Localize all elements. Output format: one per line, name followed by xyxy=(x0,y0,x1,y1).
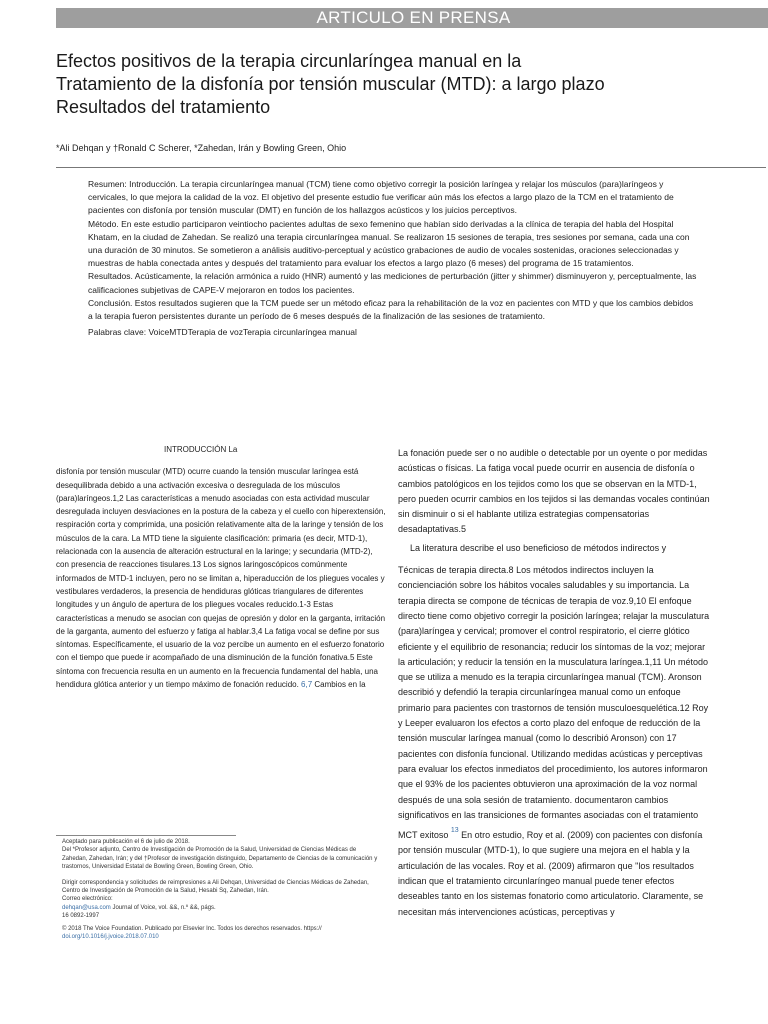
intro-text: disfonía por tensión muscular (MTD) ocurre cuando la tensión muscular laríngea está desequilibrada debido a una activación excesiva o desregulada de los músculos (para)laríngeos.1,2 Las características a menudo asociadas con esta actividad muscular desregulada incluyen desviaciones en la postura de la cabeza y el cuello con hiperextensión, respiración corta y comprimida, una posición relativamente alta de la laringe y tensión de los músculos de la cara. La MTD tiene la siguiente clasificación: primaria (es decir, MTD-1), relacionada con la ausencia de alteración estructural en la laringe; y secundaria (MTD-2), con presencia de reacciones tisulares.13 Los signos laringoscópicos comúnmente informados de MTD-1 incluyen, pero no se limitan a, hiperaducción de los pliegues vocales y vestibulares verdaderos, la presencia de hendiduras glóticas triangulares de diferentes longitudes y un ángulo de apertura de los pliegues vocales reducido.1-3 Estas características a menudo se asocian con quejas de opresión y dolor en la garganta, irritación de la garganta, aumento del esfuerzo y fatiga al hablar.3,4 La fatiga vocal se define por sus síntomas. Específicamente, el usuario de la voz percibe un aumento en el esfuerzo fonatorio con el tiempo que puede ir acompañado de una disminución de la función fonativa.5 Este síntoma con frecuencia resulta en un aumento en la frecuencia fundamental del habla, una hendidura glótica anterior y un tiempo máximo de fonación reducido. xyxy=(56,467,386,690)
body-paragraph xyxy=(398,563,713,920)
in-press-banner: ARTICULO EN PRENSA xyxy=(56,8,768,28)
divider xyxy=(56,167,766,168)
left-column xyxy=(56,443,386,691)
body-text: Técnicas de terapia directa.8 Los métodos indirectos incluyen la concienciación sobre los hábitos vocales saludables y su importancia. La terapia directa se compone de técnicas de terapia de voz.9,10 El enfoque directo tiene como objetivo corregir la posición laríngea; relajar la musculatura (para)laríngea y cervical; promover el control respiratorio, el cierre glótico eficiente y el equilibrio de resonancia; reducir los síntomas de la voz; mejorar la articulación; y reducir la tensión en la musculatura laríngea.1,11 Un método que se utiliza a menudo es la terapia circunlaríngea manual (TCM). Aronson describió y defendió la terapia circunlaríngea manual como un enfoque primario para pacientes con trastornos de tensión musculoesquelética.12 Roy y Leeper evaluaron los efectos a corto plazo del enfoque de reducción de la tensión muscular laríngea manual (como lo describió Aronson) con 17 pacientes con disfonía funcional. Utilizando medidas acústicas y perceptivas para evaluar los efectos inmediatos del procedimiento, los autores informaron que el 93% de los pacientes obtuvieron una aproximación de la voz normal después de una sola sesión de tratamiento. documentaron cambios significativos en las transiciones de formantes asociadas con el tratamiento MCT exitoso xyxy=(398,565,710,841)
author-line: *Ali Dehqan y †Ronald C Scherer, *Zahedan, Irán y Bowling Green, Ohio xyxy=(56,143,347,153)
journal-line xyxy=(62,904,382,912)
copyright-text: © 2018 The Voice Foundation. Publicado por Elsevier Inc. Todos los derechos reservados. https:// xyxy=(62,925,322,932)
body-paragraph: La literatura describe el uso beneficioso de métodos indirectos y xyxy=(410,542,667,553)
footnotes xyxy=(62,838,382,941)
accepted-date: Aceptado para publicación el 6 de julio de 2018. xyxy=(62,839,190,845)
issn: 16 0892-1997 xyxy=(62,913,100,920)
abstract-method: Método. En este estudio participaron veintiocho pacientes adultas de sexo femenino que habían sido derivadas a la clínica de terapia del habla del Hospital Khatam, en la ciudad de Zahedan. Se realizó una terapia circunlaríngea manual. Se realizaron 15 sesiones de terapia, tres sesiones por semana, cada una con una duración de 30 minutos. Se sometieron a análisis auditivo-perceptual y acústico grabaciones de audio de vocales sostenidas, oraciones seleccionadas y muestras de habla conectada antes y después del tratamiento para evaluar los efectos a largo plazo (6 meses) del programa de 15 tratamientos. xyxy=(88,218,690,269)
citation-superscript[interactable]: 13 xyxy=(450,827,459,835)
intro-paragraph xyxy=(56,465,386,691)
author-affiliations: Del *Profesor adjunto, Centro de Investigación de Promoción de la Salud, Universidad de Ciencias Médicas de Zahedan, Zahedan, Irán; y del †Profesor de investigación distinguido, Departamento de Ciencias de la comunicación y trastornos, Universidad Estatal de Bowling Green, Bowling Green, Ohio. xyxy=(62,847,378,871)
abstract-summary: Resumen: Introducción. La terapia circunlaríngea manual (TCM) tiene como objetivo corregir la posición laríngea y relajar los músculos (para)laríngeos y cervicales, lo que mejora la calidad de la voz. El objetivo del presente estudio fue verificar aún más los efectos a largo plazo de la TCM en el tratamiento de pacientes con disfonía por tensión muscular (DMT) en función de los hallazgos acústicos y los juicios perceptivos. xyxy=(88,179,674,216)
title-line: Tratamiento de la disfonía por tensión muscular (MTD): a largo plazo xyxy=(56,74,605,94)
correspondence: Dirigir correspondencia y solicitudes de reimpresiones a Ali Dehqan, Universidad de Ciencias Médicas de Zahedan, Centro de Investigación de Promoción de la Salud, Hesabi Sq, Zahedan, Irán. xyxy=(62,879,369,895)
journal-info: Journal of Voice, vol. &&, n.º &&, págs. xyxy=(110,904,216,911)
abstract-conclusion: Conclusión. Estos resultados sugieren que la TCM puede ser un método eficaz para la rehabilitación de la voz en pacientes con MTD y que los cambios debidos a la terapia fueron persistentes durante un período de 6 meses después de la finalización de las sesiones de tratamiento. xyxy=(88,297,694,322)
section-heading-introduction: INTRODUCCIÓN La xyxy=(164,445,238,454)
right-column xyxy=(398,446,713,920)
footnote-rule xyxy=(56,835,236,836)
body-paragraph: La fonación puede ser o no audible o detectable por un oyente o por medidas acústicas o físicas. La fatiga vocal puede ocurrir en ausencia de disfonía o cambios patológicos en los tejidos como los que se observan en la MTD-1, pero pueden ocurrir cambios en los tejidos si las demandas vocales continúan sin disminuir o si el hablante utiliza estrategias compensatorias desadaptativas.5 xyxy=(398,448,710,535)
copyright xyxy=(62,925,382,933)
title-line: Resultados del tratamiento xyxy=(56,97,271,117)
abstract xyxy=(88,178,698,339)
abstract-results: Resultados. Acústicamente, la relación armónica a ruido (HNR) aumentó y las mediciones de perturbación (jitter y shimmer) disminuyeron y, perceptualmente, las calificaciones subjetivas de CAPE-V mejoraron en todos los pacientes. xyxy=(88,271,697,295)
article-title xyxy=(56,50,696,119)
keywords: Palabras clave: VoiceMTDTerapia de vozTerapia circunlaríngea manual xyxy=(88,327,357,338)
doi-link[interactable]: doi.org/10.1016/j.jvoice.2018.07.010 xyxy=(62,934,159,941)
email-label: Correo electrónico: xyxy=(62,896,113,903)
intro-text-tail: Cambios en la xyxy=(312,680,366,690)
body-text-tail: En otro estudio, Roy et al. (2009) con pacientes con disfonía por tensión muscular (MTD-1), lo que sugiere una mejora en el habla y la articulación de las vocales. Roy et al. (2009) afirmaron que "los resultados indican que el tratamiento circunlaríngeo manual puede tener efectos deseables tanto en los sistemas fonatorio como articulatorio. Claramente, se necesitan más intervenciones acústicas, perceptivas y xyxy=(398,830,704,917)
email-link[interactable]: dehqan@usa.com xyxy=(62,904,111,911)
title-line: Efectos positivos de la terapia circunlaríngea manual en la xyxy=(56,51,522,71)
citation-link[interactable]: 6,7 xyxy=(301,680,313,690)
